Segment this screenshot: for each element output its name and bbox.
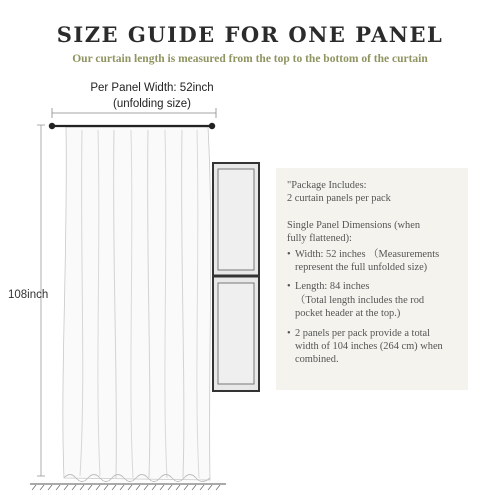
length-bullet: [287, 280, 458, 320]
width-bullet: [287, 248, 458, 275]
length-bullet-line2: （Total length includes the rod: [295, 294, 425, 306]
panel-length-label: 108inch: [8, 289, 49, 301]
panel-width-label: Per Panel Width: 52inch: [90, 82, 214, 94]
bullet-dot: •: [287, 327, 291, 339]
package-info-box: [276, 168, 468, 390]
width-bullet-line2: represent the full unfolded size): [295, 262, 428, 274]
pack-bullet-line1: 2 panels per pack provide a total: [295, 327, 431, 339]
floor-line: [30, 484, 226, 490]
package-title: "Package Includes:: [287, 180, 367, 191]
single-panel-heading-line1: Single Panel Dimensions (when: [287, 219, 421, 231]
bullet-dot: •: [287, 281, 291, 293]
unfolding-size-note: (unfolding size): [113, 98, 191, 110]
window-frame: [213, 163, 259, 391]
width-bullet-line1: Width: 52 inches （Measurements: [295, 248, 440, 260]
pack-bullet-line2: width of 104 inches (264 cm) when: [295, 341, 443, 353]
curtain-panel: [63, 127, 211, 482]
package-detail: 2 curtain panels per pack: [287, 193, 391, 205]
bullet-dot: •: [287, 248, 291, 260]
page-title: SIZE GUIDE FOR ONE PANEL: [56, 22, 444, 47]
single-panel-heading-line2: fully flattened):: [287, 233, 352, 245]
length-bullet-line1: Length: 84 inches: [295, 281, 370, 293]
pack-bullet: [287, 327, 458, 367]
length-bullet-line3: pocket header at the top.): [295, 308, 401, 320]
page-subtitle: Our curtain length is measured from the top to the bottom of the curtain: [72, 53, 428, 65]
pack-bullet-line3: combined.: [295, 354, 339, 366]
